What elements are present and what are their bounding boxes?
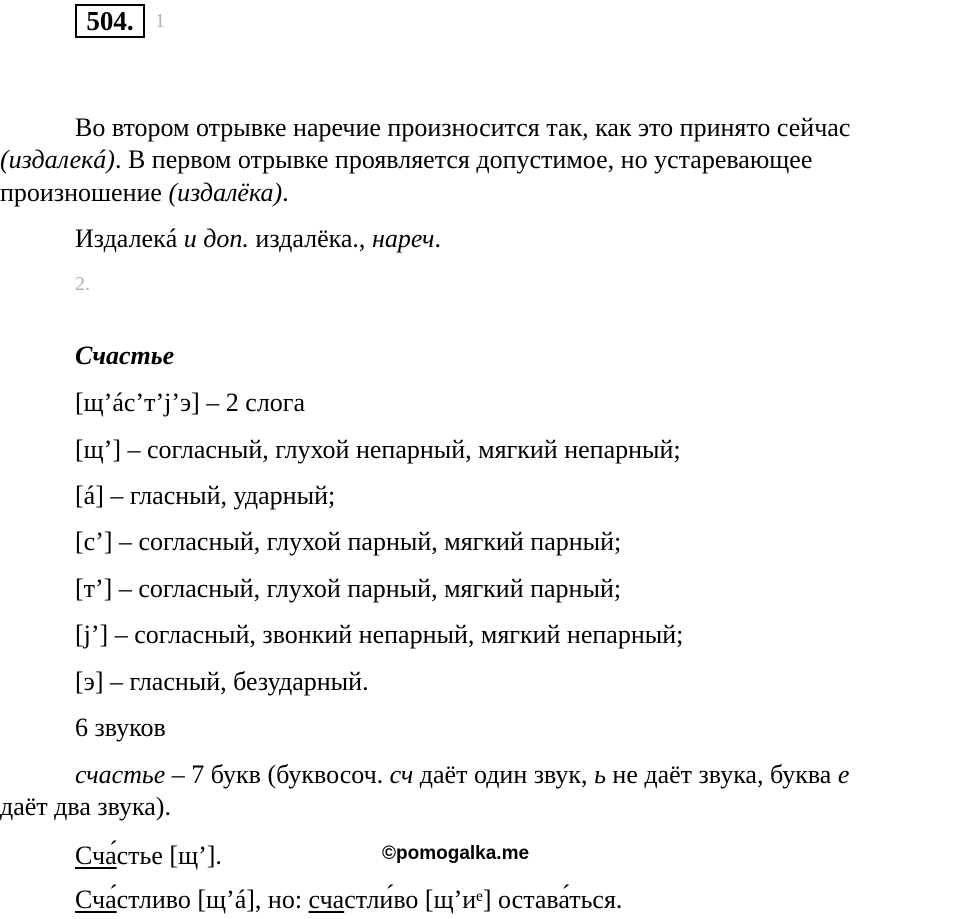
exercise-number: 504.: [75, 4, 145, 38]
dict-pos: нареч: [371, 224, 435, 253]
sound-line: [á] – гласный, ударный;: [75, 481, 336, 510]
dict-note: и доп.: [183, 224, 249, 253]
watermark: ©pomogalka.me: [382, 843, 530, 864]
example-1: [75, 841, 222, 871]
letters-sch: сч: [389, 760, 414, 789]
example-1-rest: стье [щ’].: [116, 841, 222, 870]
transcription: [щ’áс’т’j’э] – 2 слога: [75, 388, 306, 417]
sound-count: 6 звуков: [75, 713, 166, 742]
example-1-underlined: Сча́: [75, 841, 117, 870]
example-2-text-2: стли́во [щ’иᵉ] остава́ться.: [344, 885, 623, 914]
paragraph-line-2: [0, 145, 812, 175]
example-2-underlined-1: Сча́: [75, 885, 117, 914]
dictionary-entry: [75, 224, 441, 254]
letters-text-3: не даёт звука, буква: [605, 760, 838, 789]
example-2-underlined-2: сча: [308, 885, 345, 914]
letters-text-2: даёт один звук,: [413, 760, 595, 789]
dict-word: Издалекá: [75, 224, 184, 253]
sound-line: [т’] – согласный, глухой парный, мягкий парный;: [75, 574, 622, 603]
example-2: [75, 885, 622, 915]
page-marker-2: 2.: [75, 273, 90, 295]
sound-line: [э] – гласный, безударный.: [75, 667, 369, 696]
sound-line: [j’] – согласный, звонкий непарный, мягкий непарный;: [75, 620, 684, 649]
paragraph-line-1: Во втором отрывке наречие произносится так, как это принято сейчас: [75, 113, 851, 142]
sound-line: [щ’] – согласный, глухой непарный, мягкий непарный;: [75, 435, 681, 464]
paragraph-line-2-text: . В первом отрывке проявляется допустимое, но устаревающее: [114, 145, 813, 174]
page-marker-1: 1: [155, 10, 165, 32]
dict-end: .: [434, 224, 441, 253]
letters-line-2: даёт два звука).: [0, 792, 171, 821]
letters-line-1: [75, 760, 849, 790]
stress-variant-old: (издалёка): [168, 178, 283, 207]
letters-soft-sign: ь: [594, 760, 606, 789]
dict-variant: издалёка.,: [248, 224, 372, 253]
example-2-text-1: стливо [щ’á], но:: [116, 885, 309, 914]
paragraph-line-3-text: произношение: [0, 178, 169, 207]
letters-text-1: – 7 букв (буквосоч.: [165, 760, 390, 789]
stress-variant-new: (издалекá): [0, 145, 115, 174]
letters-word: счастье: [75, 760, 166, 789]
paragraph-line-3: [0, 178, 289, 208]
word-title: Счастье: [75, 341, 175, 370]
letters-e: е: [837, 760, 850, 789]
paragraph-line-3-end: .: [282, 178, 289, 207]
sound-line: [с’] – согласный, глухой парный, мягкий парный;: [75, 527, 622, 556]
